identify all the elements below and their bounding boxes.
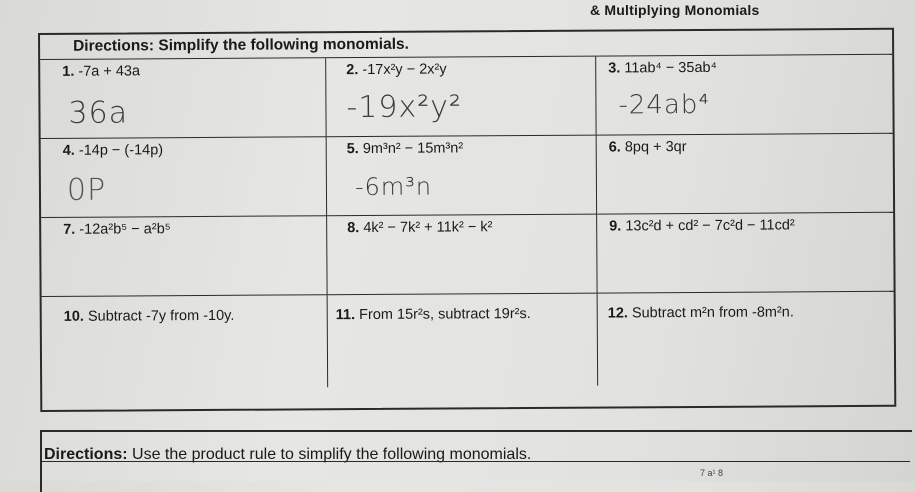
problem-number: 9. [609, 218, 622, 235]
problem-number: 8. [347, 220, 360, 237]
problem-cell-3[interactable] [596, 55, 892, 136]
problem-number: 2. [346, 62, 359, 79]
problem-text: 13c²d + cd² − 7c²d − 11cd² [625, 217, 795, 235]
handwritten-answer: 36a [68, 95, 129, 131]
handwritten-answer: -19x²y² [346, 89, 463, 126]
problem-cell-10[interactable] [42, 295, 329, 389]
problem-grid [40, 55, 894, 389]
handwritten-answer: -24ab⁴ [618, 89, 710, 121]
problem-cell-9[interactable] [597, 213, 893, 294]
problem-text: 4k² − 7k² + 11k² − k² [363, 219, 493, 237]
problem-cell-4[interactable] [41, 137, 327, 218]
problem-number: 10. [63, 308, 84, 325]
section-divider [40, 461, 910, 462]
problem-number: 1. [62, 63, 75, 80]
problem-number: 4. [62, 142, 75, 159]
problem-text: Subtract m²n from -8m²n. [631, 304, 794, 322]
problem-number: 6. [608, 139, 621, 156]
problem-cell-11[interactable] [328, 294, 599, 388]
problem-text: -7a + 43a [78, 63, 141, 80]
cut-off-problem-text: 7 a¹ 8 [700, 468, 724, 478]
problem-text: 9m³n² − 15m³n² [362, 140, 464, 158]
problem-number: 7. [63, 221, 76, 238]
directions-heading: Directions: Simplify the following monomials. [40, 30, 892, 60]
handwritten-answer: 0P [66, 172, 107, 208]
problem-cell-6[interactable] [597, 134, 893, 215]
problem-number: 5. [346, 141, 359, 158]
problem-cell-12[interactable] [598, 292, 895, 386]
problem-cell-1[interactable] [40, 58, 326, 139]
problem-number: 11. [335, 307, 356, 324]
worksheet-table [38, 28, 896, 412]
problem-cell-2[interactable] [326, 57, 596, 138]
problem-text: Subtract -7y from -10y. [87, 307, 235, 325]
directions-text: Use the product rule to simplify the following monomials. [127, 446, 532, 463]
problem-text: 11ab⁴ − 35ab⁴ [624, 59, 717, 77]
problem-cell-8[interactable] [327, 215, 597, 296]
problem-number: 12. [607, 305, 628, 322]
problem-cell-5[interactable] [327, 136, 597, 217]
problem-text: -17x²y − 2x²y [362, 61, 447, 79]
problem-cell-7[interactable] [41, 216, 327, 297]
worksheet-title: & Multiplying Monomials [590, 2, 760, 18]
problem-text: -12a²b⁵ − a²b⁵ [79, 221, 171, 238]
handwritten-answer: -6m³n [354, 172, 433, 202]
problem-text: -14p − (-14p) [78, 142, 164, 159]
problem-text: 8pq + 3qr [624, 139, 687, 156]
problem-text: From 15r²s, subtract 19r²s. [359, 305, 531, 324]
problem-number: 3. [608, 60, 621, 77]
directions-label: Directions: [44, 446, 128, 463]
